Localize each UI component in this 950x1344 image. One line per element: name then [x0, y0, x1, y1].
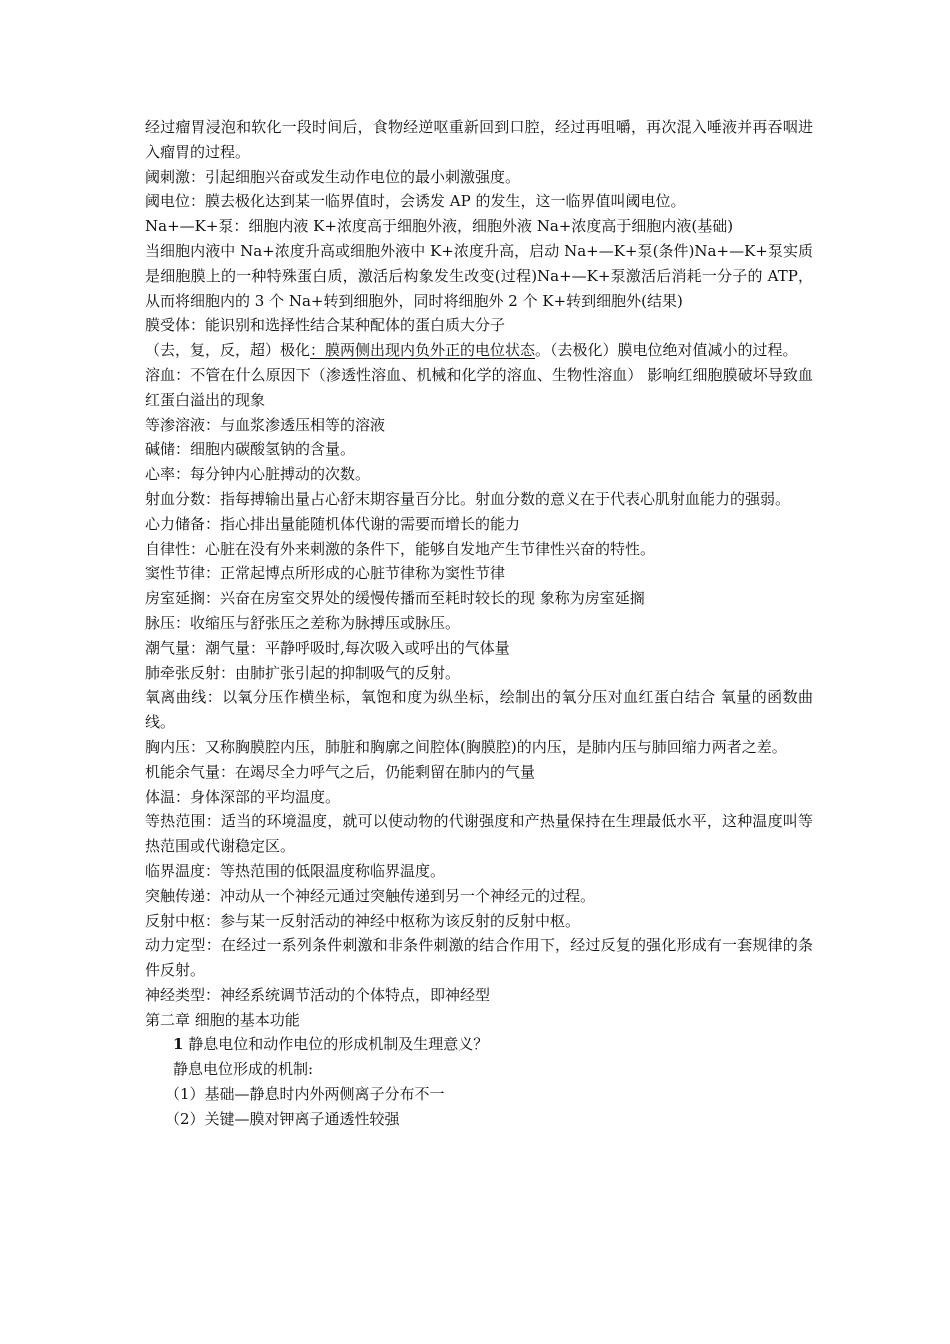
chapter-heading: 第二章 细胞的基本功能 [145, 1010, 300, 1029]
question-text: 静息电位和动作电位的形成机制及生理意义？ [188, 1035, 489, 1054]
paragraph-pump-mechanism: 当细胞内液中 Na+浓度升高或细胞外液中 K+浓度升高，启动 Na+—K+泵(条件)Na+—K+泵实质是细胞膜上的一种特殊蛋白质，激活后构象发生改变(过程)Na+—K+泵激活后消耗一分子的 ATP，从而将细胞内的 3 个 Na+转到细胞外，同时将细胞外 2 个 K+转到细胞外(结果) [145, 241, 813, 310]
paragraph-stretch-reflex: 肺牵张反射：由肺扩张引起的抑制吸气的反射。 [145, 663, 461, 682]
paragraph-threshold-potential: 阈电位：膜去极化达到某一临界值时，会诱发 AP 的发生，这一临界值叫阈电位。 [145, 192, 686, 211]
paragraph-threshold-stimulus: 阈刺激：引起细胞兴奋或发生动作电位的最小刺激强度。 [145, 167, 521, 186]
subheading: 静息电位形成的机制: [173, 1060, 314, 1079]
paragraph-rumination: 经过瘤胃浸泡和软化一段时间后，食物经逆呕重新回到口腔，经过再咀嚼，再次混入唾液并再吞咽进入瘤胃的过程。 [145, 118, 813, 161]
paragraph-heart-rate: 心率：每分钟内心脏搏动的次数。 [145, 465, 371, 484]
paragraph-sinus-rhythm: 窦性节律：正常起博点所形成的心脏节律称为窦性节律 [145, 564, 506, 583]
paragraph-pulse-pressure: 脉压：收缩压与舒张压之差称为脉搏压或脉压。 [145, 613, 461, 632]
paragraph-tidal-volume: 潮气量：潮气量：平静呼吸时,每次吸入或呼出的气体量 [145, 638, 510, 657]
paragraph-synaptic-transmission: 突触传递：冲动从一个神经元通过突触传递到另一个神经元的过程。 [145, 886, 596, 905]
paragraph-thermoneutral-zone: 等热范围：适当的环境温度，就可以使动物的代谢强度和产热量保持在生理最低水平，这种温度叫等热范围或代谢稳定区。 [145, 812, 813, 856]
paragraph-nervous-type: 神经类型：神经系统调节活动的个体特点，即神经型 [145, 985, 491, 1004]
question-heading [145, 1032, 813, 1057]
paragraph-autorhythmicity: 自律性：心脏在没有外来刺激的条件下，能够自发地产生节律性兴奋的特性。 [145, 539, 656, 558]
question-number: 1 [173, 1035, 184, 1054]
list-item: （1）基础—静息时内外两侧离子分布不一 [165, 1085, 445, 1104]
paragraph-sodium-potassium-pump: Na+—K+泵：细胞内液 K+浓度高于细胞外液，细胞外液 Na+浓度高于细胞内液(基础) [145, 217, 734, 236]
paragraph-ejection-fraction: 射血分数：指每搏输出量占心舒末期容量百分比。射血分数的意义在于代表心肌射血能力的强弱。 [145, 489, 791, 508]
polarization-definition-underlined: ：膜两侧出现内负外正的电位状态 [310, 341, 536, 360]
paragraph-body-temperature: 体温：身体深部的平均温度。 [145, 787, 341, 806]
paragraph-critical-temperature: 临界温度：等热范围的低限温度称临界温度。 [145, 861, 446, 880]
paragraph-alkali-reserve: 碱储：细胞内碳酸氢钠的含量。 [145, 440, 356, 459]
polarization-rest: 。（去极化）膜电位绝对值减小的过程。 [535, 341, 798, 360]
paragraph-intrapleural-pressure: 胸内压：又称胸膜腔内压，肺脏和胸廓之间腔体(胸膜腔)的内压，是肺内压与肺回缩力两者之差。 [145, 737, 787, 756]
polarization-term: （去，复，反，超）极化 [145, 341, 311, 360]
paragraph-cardiac-reserve: 心力储备：指心排出量能随机体代谢的需要而增长的能力 [145, 514, 521, 533]
paragraph-hemolysis: 溶血：不管在什么原因下（渗透性溶血、机械和化学的溶血、生物性溶血） 影响红细胞膜破坏导致血红蛋白溢出的现象 [145, 365, 813, 409]
paragraph-polarization [145, 338, 813, 363]
paragraph-dynamic-stereotype: 动力定型：在经过一系列条件刺激和非条件刺激的结合作用下，经过反复的强化形成有一套规律的条件反射。 [145, 936, 813, 980]
list-item: （2）关键—膜对钾离子通透性较强 [165, 1109, 400, 1128]
paragraph-av-delay: 房室延搁：兴奋在房室交界处的缓慢传播而至耗时较长的现 象称为房室延搁 [145, 589, 645, 608]
document-body [145, 115, 813, 1132]
paragraph-reflex-center: 反射中枢：参与某一反射活动的神经中枢称为该反射的反射中枢。 [145, 911, 581, 930]
paragraph-isotonic-solution: 等渗溶液：与血浆渗透压相等的溶液 [145, 415, 386, 434]
paragraph-membrane-receptor: 膜受体：能识别和选择性结合某种配体的蛋白质大分子 [145, 316, 506, 335]
paragraph-residual-volume: 机能余气量：在竭尽全力呼气之后，仍能剩留在肺内的气量 [145, 762, 536, 781]
paragraph-oxygen-dissociation-curve: 氧离曲线：以氧分压作横坐标，氧饱和度为纵坐标，绘制出的氧分压对血红蛋白结合 氧量的函数曲线。 [145, 688, 813, 732]
